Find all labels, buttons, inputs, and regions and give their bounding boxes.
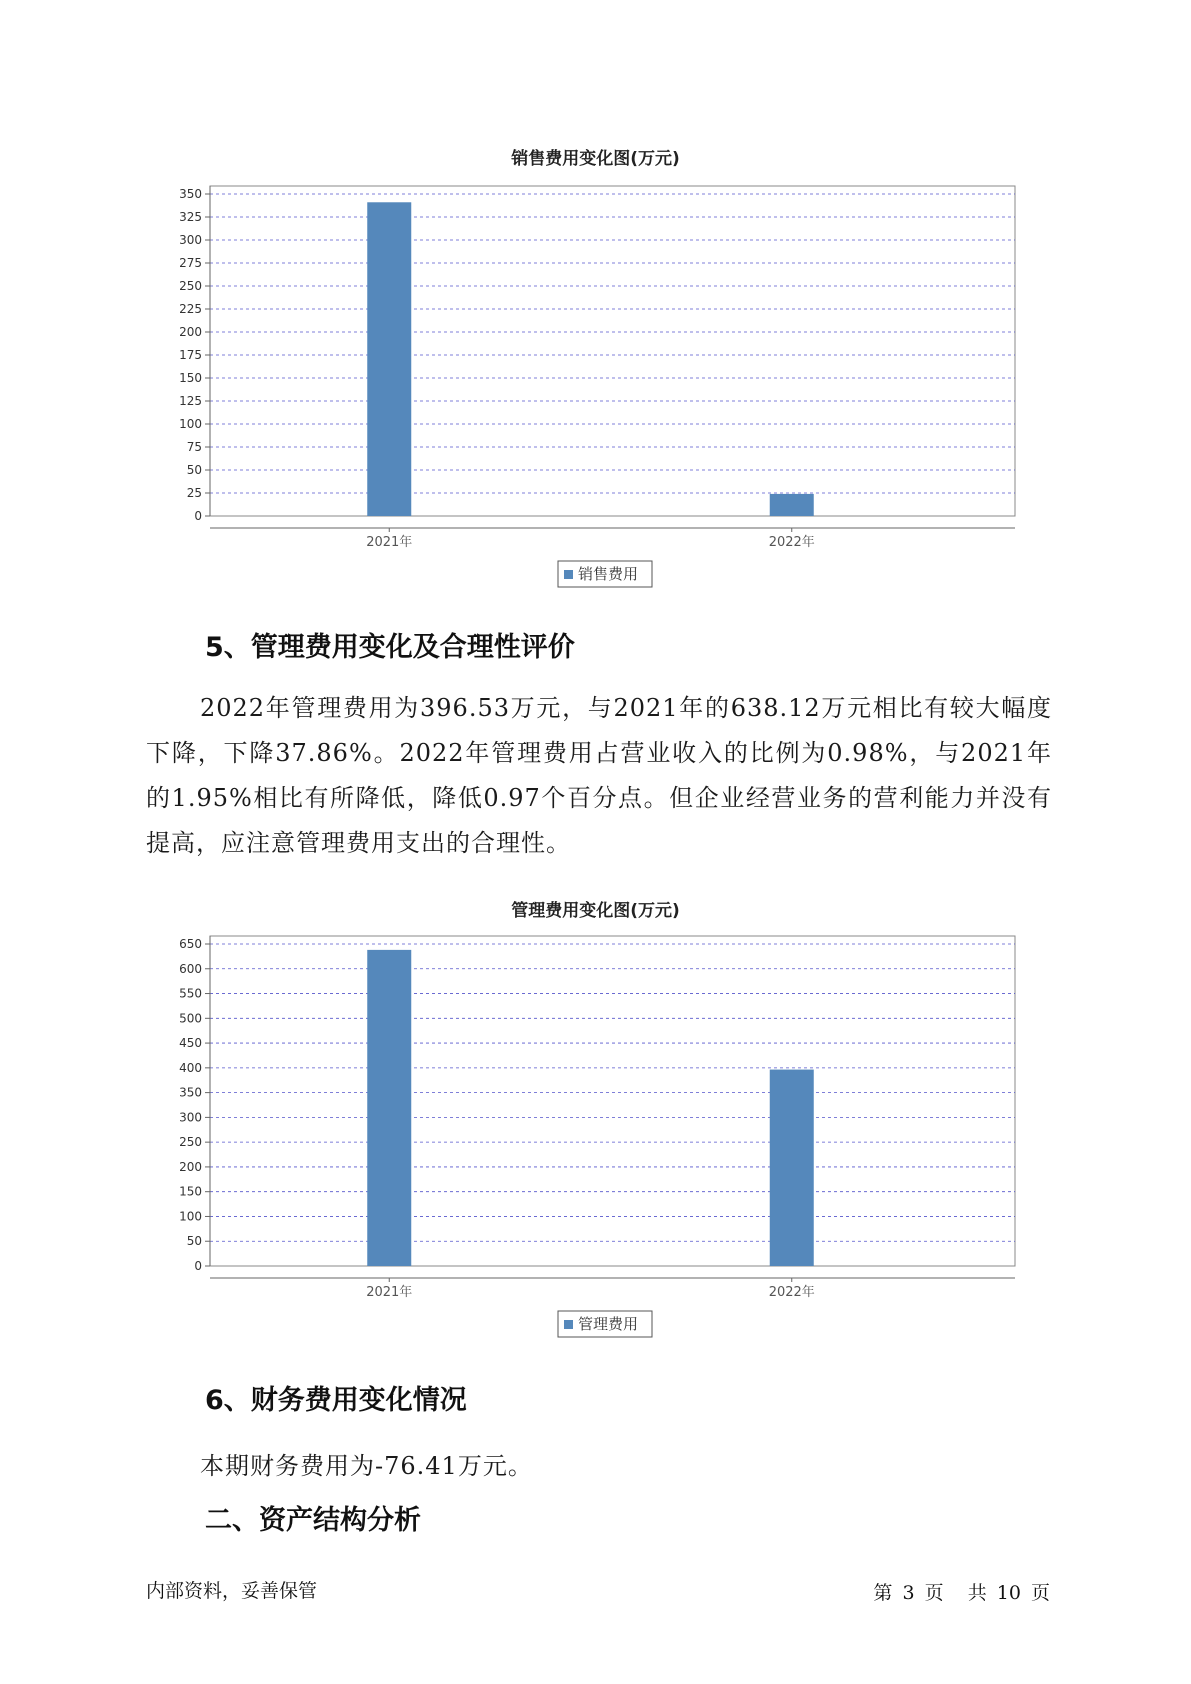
footer-confidential-note: 内部资料，妥善保管 (146, 1580, 318, 1602)
footer-page-unit: 页 (924, 1582, 944, 1604)
chart2-ytick-label: 500 (179, 1011, 202, 1026)
chart2-bar (770, 1070, 814, 1266)
section6-paragraph: 本期财务费用为-76.41万元。 (200, 1452, 533, 1480)
admin-expense-chart (0, 930, 1191, 1340)
chart2-ytick-label: 350 (179, 1085, 202, 1100)
chart2-legend-label: 管理费用 (578, 1315, 639, 1333)
footer-total-unit: 页 (1030, 1582, 1050, 1604)
footer-page-prefix: 第 (873, 1582, 893, 1604)
chart1-legend-label: 销售费用 (578, 565, 639, 583)
chart1-ytick-label: 0 (194, 509, 202, 523)
chart2-ytick-label: 0 (194, 1259, 202, 1273)
footer-total-pages: 10 (996, 1582, 1021, 1604)
sales-expense-chart (0, 180, 1191, 590)
chart1-ytick-label: 100 (179, 417, 202, 431)
chart1-ytick-label: 25 (186, 486, 202, 500)
chart1-ytick-label: 50 (186, 463, 202, 477)
chart2-ytick-label: 50 (186, 1234, 202, 1249)
section6-heading: 6、财务费用变化情况 (205, 1385, 467, 1416)
section5-heading: 5、管理费用变化及合理性评价 (205, 632, 575, 663)
chart1-ytick-label: 225 (179, 302, 202, 316)
chart1-ytick-label: 275 (179, 256, 202, 270)
section-two-heading: 二、资产结构分析 (205, 1505, 421, 1536)
chart2-ytick-label: 550 (179, 986, 202, 1001)
chart2-ytick-label: 150 (179, 1184, 202, 1199)
chart1-bar (770, 494, 814, 516)
chart2-ytick-label: 200 (179, 1159, 202, 1174)
chart2-ytick-label: 600 (179, 961, 202, 976)
chart2-ytick-label: 450 (179, 1036, 202, 1051)
chart2-ytick-label: 400 (179, 1060, 202, 1075)
chart1-ytick-label: 175 (179, 348, 202, 362)
footer-page-indicator (869, 1578, 1050, 1605)
chart1-ytick-label: 75 (186, 440, 202, 454)
chart2-ytick-label: 100 (179, 1209, 202, 1224)
chart1-legend-swatch (564, 570, 573, 579)
chart1-ytick-label: 250 (179, 279, 202, 293)
chart2-title: 管理费用变化图(万元) (511, 901, 680, 921)
chart1-title: 销售费用变化图(万元) (511, 149, 680, 169)
chart1-ytick-label: 350 (179, 187, 202, 201)
chart1-ytick-label: 325 (179, 210, 202, 224)
chart1-bar (367, 202, 411, 516)
chart1-ytick-label: 200 (179, 325, 202, 339)
chart2-ytick-label: 650 (179, 937, 202, 951)
chart2-xtick-label: 2022年 (768, 1285, 815, 1300)
footer-total-prefix: 共 (967, 1582, 987, 1604)
chart2-legend-swatch (564, 1320, 573, 1329)
section5-paragraph: 2022年管理费用为396.53万元，与2021年的638.12万元相比有较大幅度下降，下降37.86%。2022年管理费用占营业收入的比例为0.98%，与2021年的1.95%相比有所降低，降低0.97个百分点。但企业经营业务的营利能力并没有提高，应注意管理费用支出的合理性。 (146, 694, 1052, 857)
chart1-ytick-label: 300 (179, 233, 202, 247)
chart2-ytick-label: 300 (179, 1110, 202, 1125)
chart2-ytick-label: 250 (179, 1135, 202, 1150)
chart1-ytick-label: 125 (179, 394, 202, 408)
chart1-xtick-label: 2021年 (366, 535, 413, 550)
chart2-bar (367, 950, 411, 1266)
chart1-xtick-label: 2022年 (768, 535, 815, 550)
footer-page-number: 3 (902, 1582, 915, 1604)
chart1-plot-area (210, 186, 1015, 516)
chart2-xtick-label: 2021年 (366, 1285, 413, 1300)
chart1-ytick-label: 150 (179, 371, 202, 385)
